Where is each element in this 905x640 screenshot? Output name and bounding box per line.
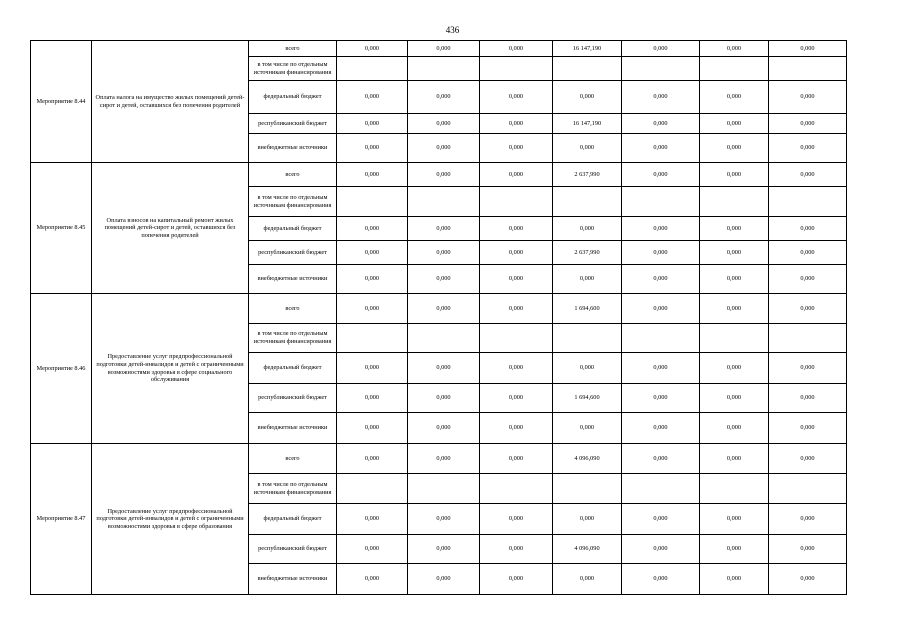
value-text: 0,000 (726, 545, 742, 553)
value-text: 0,000 (653, 304, 668, 312)
value-cell (622, 57, 700, 81)
value-cell (408, 324, 480, 353)
value-text: 0,000 (800, 44, 815, 52)
value-cell (408, 504, 480, 535)
event-label: Мероприятие 8.46 (31, 294, 92, 444)
value-cell (622, 114, 700, 134)
value-cell (337, 353, 408, 384)
value-cell (480, 265, 553, 294)
value-cell (337, 163, 408, 187)
value-text: 0,000 (726, 119, 742, 127)
table-row (31, 163, 847, 187)
value-text: 1 694,600 (574, 394, 600, 402)
value-cell (553, 294, 622, 324)
value-cell (622, 294, 700, 324)
value-text: 0,000 (726, 275, 742, 283)
value-text: 0,000 (436, 93, 451, 101)
value-text: 0,000 (653, 575, 668, 583)
value-text: 0,000 (800, 575, 815, 583)
value-cell (700, 564, 769, 595)
value-text: 0,000 (436, 119, 451, 127)
value-cell (553, 564, 622, 595)
value-cell (337, 474, 408, 504)
value-text: 0,000 (579, 515, 595, 523)
value-text: 0,000 (726, 515, 742, 523)
value-cell (480, 504, 553, 535)
value-cell (553, 444, 622, 474)
event-label: Мероприятие 8.44 (31, 41, 92, 163)
value-cell (700, 163, 769, 187)
value-cell (480, 413, 553, 444)
value-cell (700, 444, 769, 474)
value-text: 0,000 (653, 248, 668, 256)
value-cell (480, 57, 553, 81)
value-cell (480, 384, 553, 413)
value-text: 0,000 (653, 275, 668, 283)
value-text: 0,000 (508, 545, 524, 553)
value-cell (337, 134, 408, 163)
value-cell (337, 187, 408, 217)
value-cell (480, 535, 553, 564)
value-text: 0,000 (364, 545, 380, 553)
value-cell (408, 163, 480, 187)
value-text: 0,000 (364, 144, 380, 152)
value-cell (769, 474, 847, 504)
value-cell (769, 384, 847, 413)
value-cell (337, 114, 408, 134)
value-cell (553, 353, 622, 384)
value-cell (553, 504, 622, 535)
value-cell (769, 163, 847, 187)
value-text: 0,000 (800, 119, 815, 127)
value-cell (408, 241, 480, 265)
value-text: 0,000 (436, 394, 451, 402)
value-text: 0,000 (436, 144, 451, 152)
value-cell (480, 187, 553, 217)
value-cell (553, 81, 622, 114)
value-cell (480, 134, 553, 163)
value-cell (408, 474, 480, 504)
value-cell (553, 324, 622, 353)
value-cell (480, 353, 553, 384)
value-text: 0,000 (508, 248, 524, 256)
value-text: 0,000 (436, 424, 451, 432)
value-text: 0,000 (800, 248, 815, 256)
event-name: Предоставление услуг предпрофессиональной подготовки детей-инвалидов и детей с ограниченными возможностями здоровья в сфере социального обслуживания (92, 294, 249, 444)
value-text: 0,000 (653, 224, 668, 232)
value-text: 1 694,600 (574, 304, 600, 312)
event-name: Оплата налога на имущество жилых помещений детей-сирот и детей, оставшихся без попечения родителей (92, 41, 249, 163)
source-label: всего (249, 444, 337, 474)
value-text: 0,000 (653, 394, 668, 402)
value-text: 0,000 (508, 170, 524, 178)
event-label: Мероприятие 8.45 (31, 163, 92, 294)
value-text: 0,000 (364, 170, 380, 178)
value-text: 0,000 (508, 224, 524, 232)
value-cell (480, 81, 553, 114)
value-cell (480, 474, 553, 504)
value-text: 0,000 (800, 275, 815, 283)
value-cell (553, 474, 622, 504)
value-cell (622, 504, 700, 535)
value-cell (337, 324, 408, 353)
value-cell (337, 241, 408, 265)
value-text: 4 096,090 (574, 545, 600, 553)
value-text: 0,000 (653, 144, 668, 152)
value-cell (337, 384, 408, 413)
value-cell (553, 114, 622, 134)
source-label: республиканский бюджет (249, 114, 337, 134)
value-cell (553, 384, 622, 413)
value-text: 0,000 (800, 515, 815, 523)
value-cell (622, 217, 700, 241)
value-cell (408, 57, 480, 81)
value-cell (622, 81, 700, 114)
source-label: в том числе по отдельным источникам финансирования (249, 474, 337, 504)
value-cell (408, 114, 480, 134)
value-cell (553, 57, 622, 81)
source-label: федеральный бюджет (249, 504, 337, 535)
value-cell (622, 353, 700, 384)
value-text: 0,000 (436, 545, 451, 553)
value-cell (622, 41, 700, 57)
value-cell (769, 294, 847, 324)
value-text: 0,000 (436, 275, 451, 283)
value-cell (769, 134, 847, 163)
source-label: всего (249, 41, 337, 57)
value-cell (408, 41, 480, 57)
source-label: республиканский бюджет (249, 535, 337, 564)
source-label: внебюджетные источники (249, 413, 337, 444)
value-text: 0,000 (800, 424, 815, 432)
value-cell (480, 444, 553, 474)
value-cell (553, 134, 622, 163)
value-cell (408, 81, 480, 114)
table-row (31, 444, 847, 474)
source-label: в том числе по отдельным источникам финансирования (249, 324, 337, 353)
value-cell (337, 413, 408, 444)
budget-table (30, 40, 847, 595)
value-text: 0,000 (364, 275, 380, 283)
source-label: республиканский бюджет (249, 384, 337, 413)
value-text: 0,000 (508, 515, 524, 523)
value-text: 0,000 (436, 248, 451, 256)
event-name: Предоставление услуг предпрофессиональной подготовки детей-инвалидов и детей с ограниченными возможностями здоровья в сфере образования (92, 444, 249, 595)
value-text: 0,000 (364, 119, 380, 127)
value-text: 0,000 (726, 248, 742, 256)
value-cell (553, 265, 622, 294)
value-cell (337, 57, 408, 81)
value-text: 0,000 (436, 224, 451, 232)
value-text: 0,000 (726, 170, 742, 178)
value-cell (480, 564, 553, 595)
value-cell (480, 217, 553, 241)
event-name: Оплата взносов на капитальный ремонт жилых помещений детей-сирот и детей, оставшихся без попечения родителей (92, 163, 249, 294)
value-text: 0,000 (508, 93, 524, 101)
value-cell (337, 265, 408, 294)
value-cell (480, 324, 553, 353)
value-cell (700, 241, 769, 265)
value-cell (553, 187, 622, 217)
source-label: федеральный бюджет (249, 217, 337, 241)
value-cell (769, 324, 847, 353)
value-cell (700, 504, 769, 535)
value-cell (700, 474, 769, 504)
value-text: 0,000 (364, 394, 380, 402)
value-cell (553, 41, 622, 57)
value-cell (700, 217, 769, 241)
value-cell (622, 564, 700, 595)
table-row (31, 294, 847, 324)
value-cell (622, 265, 700, 294)
value-text: 0,000 (653, 119, 668, 127)
value-cell (408, 187, 480, 217)
value-text: 0,000 (508, 44, 524, 52)
source-label: в том числе по отдельным источникам финансирования (249, 187, 337, 217)
source-label: всего (249, 294, 337, 324)
source-label: в том числе по отдельным источникам финансирования (249, 57, 337, 81)
value-cell (480, 114, 553, 134)
source-label: республиканский бюджет (249, 241, 337, 265)
value-cell (337, 444, 408, 474)
value-text: 0,000 (508, 119, 524, 127)
value-cell (769, 241, 847, 265)
value-cell (622, 444, 700, 474)
value-cell (408, 217, 480, 241)
value-text: 0,000 (800, 364, 815, 372)
value-cell (337, 217, 408, 241)
value-cell (769, 114, 847, 134)
source-label: федеральный бюджет (249, 353, 337, 384)
value-cell (622, 535, 700, 564)
value-cell (700, 134, 769, 163)
value-text: 0,000 (364, 224, 380, 232)
value-cell (553, 163, 622, 187)
value-text: 0,000 (579, 144, 595, 152)
value-cell (769, 41, 847, 57)
value-cell (769, 81, 847, 114)
table-row (31, 41, 847, 57)
value-cell (769, 535, 847, 564)
value-text: 0,000 (508, 454, 524, 462)
value-cell (553, 535, 622, 564)
value-cell (769, 265, 847, 294)
value-text: 0,000 (800, 144, 815, 152)
value-text: 0,000 (726, 44, 742, 52)
value-text: 0,000 (436, 170, 451, 178)
value-text: 0,000 (508, 424, 524, 432)
value-cell (769, 504, 847, 535)
value-cell (480, 241, 553, 265)
value-text: 0,000 (364, 93, 380, 101)
value-text: 0,000 (508, 275, 524, 283)
source-label: федеральный бюджет (249, 81, 337, 114)
value-text: 0,000 (726, 224, 742, 232)
value-cell (408, 384, 480, 413)
value-text: 0,000 (364, 424, 380, 432)
event-label: Мероприятие 8.47 (31, 444, 92, 595)
value-text: 16 147,190 (572, 119, 602, 127)
value-text: 0,000 (726, 394, 742, 402)
value-text: 0,000 (508, 575, 524, 583)
source-label: внебюджетные источники (249, 265, 337, 294)
value-cell (769, 564, 847, 595)
value-text: 0,000 (726, 454, 742, 462)
value-text: 0,000 (364, 575, 380, 583)
value-cell (337, 81, 408, 114)
source-label: всего (249, 163, 337, 187)
value-cell (700, 535, 769, 564)
value-text: 0,000 (800, 304, 815, 312)
value-cell (700, 324, 769, 353)
value-cell (337, 535, 408, 564)
value-text: 0,000 (364, 364, 380, 372)
value-cell (700, 114, 769, 134)
value-text: 0,000 (436, 44, 451, 52)
value-text: 0,000 (800, 454, 815, 462)
value-text: 0,000 (436, 364, 451, 372)
value-text: 0,000 (800, 170, 815, 178)
value-cell (622, 413, 700, 444)
value-cell (408, 265, 480, 294)
value-text: 0,000 (364, 248, 380, 256)
source-label: внебюджетные источники (249, 134, 337, 163)
value-text: 0,000 (364, 44, 380, 52)
value-cell (622, 241, 700, 265)
value-cell (700, 81, 769, 114)
value-cell (337, 504, 408, 535)
value-text: 0,000 (579, 364, 595, 372)
value-text: 0,000 (579, 93, 595, 101)
value-cell (769, 444, 847, 474)
value-text: 0,000 (364, 304, 380, 312)
value-cell (700, 57, 769, 81)
value-cell (622, 474, 700, 504)
value-text: 0,000 (579, 275, 595, 283)
value-text: 0,000 (653, 515, 668, 523)
value-cell (700, 265, 769, 294)
source-label: внебюджетные источники (249, 564, 337, 595)
value-cell (408, 444, 480, 474)
value-text: 0,000 (508, 144, 524, 152)
value-cell (480, 41, 553, 57)
value-text: 0,000 (653, 545, 668, 553)
value-cell (622, 384, 700, 413)
value-cell (700, 353, 769, 384)
value-text: 0,000 (726, 304, 742, 312)
value-text: 0,000 (800, 394, 815, 402)
value-text: 0,000 (800, 545, 815, 553)
value-text: 16 147,190 (572, 44, 602, 52)
value-cell (553, 413, 622, 444)
value-cell (408, 134, 480, 163)
value-cell (700, 384, 769, 413)
value-text: 0,000 (653, 364, 668, 372)
value-text: 0,000 (726, 575, 742, 583)
value-text: 0,000 (436, 515, 451, 523)
value-text: 0,000 (364, 454, 380, 462)
value-cell (700, 187, 769, 217)
value-text: 0,000 (579, 575, 595, 583)
value-cell (769, 353, 847, 384)
value-cell (553, 241, 622, 265)
value-cell (622, 324, 700, 353)
value-text: 4 096,090 (574, 454, 600, 462)
value-text: 0,000 (364, 515, 380, 523)
value-text: 0,000 (508, 304, 524, 312)
value-cell (622, 134, 700, 163)
value-cell (408, 353, 480, 384)
value-text: 0,000 (436, 454, 451, 462)
value-text: 0,000 (800, 93, 815, 101)
value-cell (480, 294, 553, 324)
value-text: 0,000 (726, 93, 742, 101)
value-text: 0,000 (508, 364, 524, 372)
value-text: 0,000 (653, 424, 668, 432)
value-cell (769, 57, 847, 81)
value-cell (553, 217, 622, 241)
value-text: 0,000 (436, 304, 451, 312)
value-cell (408, 564, 480, 595)
value-cell (408, 413, 480, 444)
value-text: 0,000 (653, 454, 668, 462)
value-cell (480, 163, 553, 187)
value-text: 2 637,990 (574, 170, 600, 178)
value-cell (700, 413, 769, 444)
value-text: 0,000 (579, 424, 595, 432)
value-cell (408, 535, 480, 564)
value-text: 0,000 (800, 224, 815, 232)
value-text: 0,000 (508, 394, 524, 402)
table-body (31, 41, 847, 595)
value-cell (700, 41, 769, 57)
value-cell (622, 187, 700, 217)
value-cell (700, 294, 769, 324)
value-cell (337, 41, 408, 57)
value-text: 2 637,990 (574, 248, 600, 256)
value-text: 0,000 (653, 44, 668, 52)
value-text: 0,000 (726, 424, 742, 432)
value-cell (769, 217, 847, 241)
value-cell (769, 187, 847, 217)
value-text: 0,000 (726, 364, 742, 372)
value-text: 0,000 (653, 93, 668, 101)
value-text: 0,000 (653, 170, 668, 178)
value-cell (337, 294, 408, 324)
value-text: 0,000 (726, 144, 742, 152)
value-cell (769, 413, 847, 444)
value-text: 0,000 (579, 224, 595, 232)
value-cell (408, 294, 480, 324)
value-cell (337, 564, 408, 595)
page-number: 436 (445, 25, 460, 35)
value-text: 0,000 (436, 575, 451, 583)
value-cell (622, 163, 700, 187)
